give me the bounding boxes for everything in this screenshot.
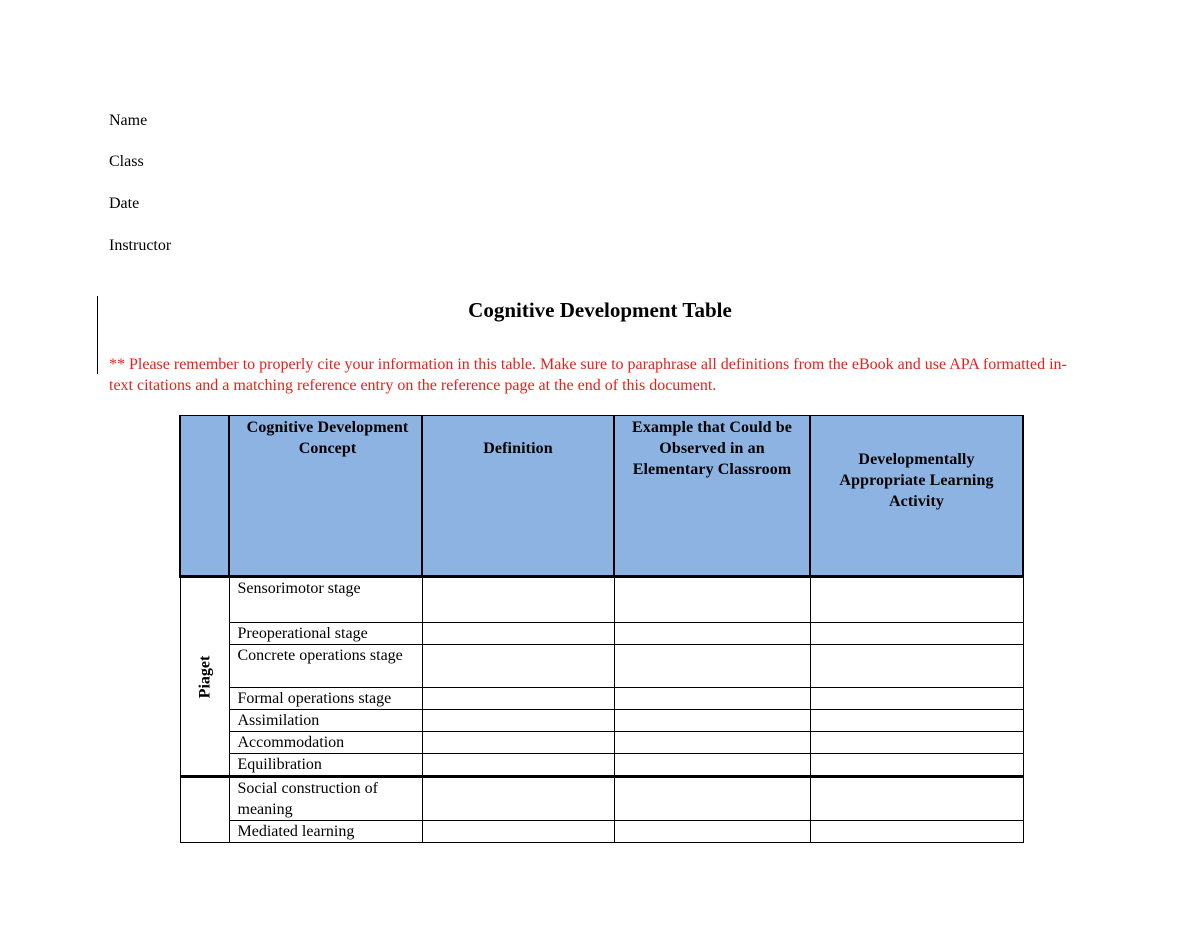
header-concept: Cognitive Development Concept: [229, 416, 422, 577]
table-row: [180, 688, 1023, 710]
instructor-label: Instructor: [109, 237, 172, 254]
table-header-row: [180, 416, 1023, 577]
concept-cell: Formal operations stage: [229, 688, 422, 710]
table-row: [180, 732, 1023, 754]
example-cell[interactable]: [614, 754, 810, 777]
activity-cell[interactable]: [810, 645, 1023, 688]
activity-cell[interactable]: [810, 688, 1023, 710]
definition-cell[interactable]: [422, 821, 614, 843]
header-example: Example that Could be Observed in an Elementary Classroom: [614, 416, 810, 577]
example-cell[interactable]: [614, 821, 810, 843]
activity-cell[interactable]: [810, 623, 1023, 645]
group-label-piaget: Piaget: [196, 655, 213, 698]
activity-cell[interactable]: [810, 577, 1023, 623]
header-definition: Definition: [422, 416, 614, 577]
concept-cell: Equilibration: [229, 754, 422, 777]
example-cell[interactable]: [614, 710, 810, 732]
example-cell[interactable]: [614, 777, 810, 821]
concept-cell: Concrete operations stage: [229, 645, 422, 688]
concept-cell: Accommodation: [229, 732, 422, 754]
example-cell[interactable]: [614, 577, 810, 623]
definition-cell[interactable]: [422, 777, 614, 821]
concept-cell: Preoperational stage: [229, 623, 422, 645]
activity-cell[interactable]: [810, 732, 1023, 754]
header-group-cell: [180, 416, 229, 577]
activity-cell[interactable]: [810, 710, 1023, 732]
concept-cell: Mediated learning: [229, 821, 422, 843]
activity-cell[interactable]: [810, 777, 1023, 821]
page-title: Cognitive Development Table: [468, 298, 732, 322]
activity-cell[interactable]: [810, 821, 1023, 843]
cognitive-development-table: [179, 415, 1024, 843]
group-cell-second: [180, 777, 229, 843]
group-cell-piaget: [180, 577, 229, 777]
definition-cell[interactable]: [422, 577, 614, 623]
table-row: [180, 754, 1023, 777]
date-label: Date: [109, 195, 140, 212]
definition-cell[interactable]: [422, 688, 614, 710]
class-label: Class: [109, 153, 144, 170]
header-activity: Developmentally Appropriate Learning Activity: [810, 416, 1023, 577]
citation-note: ** Please remember to properly cite your information in this table. Make sure to paraphrase all definitions from the eBook and use APA formatted in-text citations and a matching reference entry on the reference page at the end of this document.: [109, 356, 1067, 394]
table-row: [180, 710, 1023, 732]
activity-cell[interactable]: [810, 754, 1023, 777]
definition-cell[interactable]: [422, 623, 614, 645]
definition-cell[interactable]: [422, 645, 614, 688]
table-row: [180, 645, 1023, 688]
example-cell[interactable]: [614, 623, 810, 645]
example-cell[interactable]: [614, 645, 810, 688]
table-row: [180, 623, 1023, 645]
definition-cell[interactable]: [422, 710, 614, 732]
example-cell[interactable]: [614, 732, 810, 754]
definition-cell[interactable]: [422, 754, 614, 777]
concept-cell: Social construction of meaning: [229, 777, 422, 821]
table-row: [180, 577, 1023, 623]
concept-cell: Assimilation: [229, 710, 422, 732]
concept-cell: Sensorimotor stage: [229, 577, 422, 623]
table-row: [180, 777, 1023, 821]
example-cell[interactable]: [614, 688, 810, 710]
table-row: [180, 821, 1023, 843]
definition-cell[interactable]: [422, 732, 614, 754]
name-label: Name: [109, 112, 148, 129]
